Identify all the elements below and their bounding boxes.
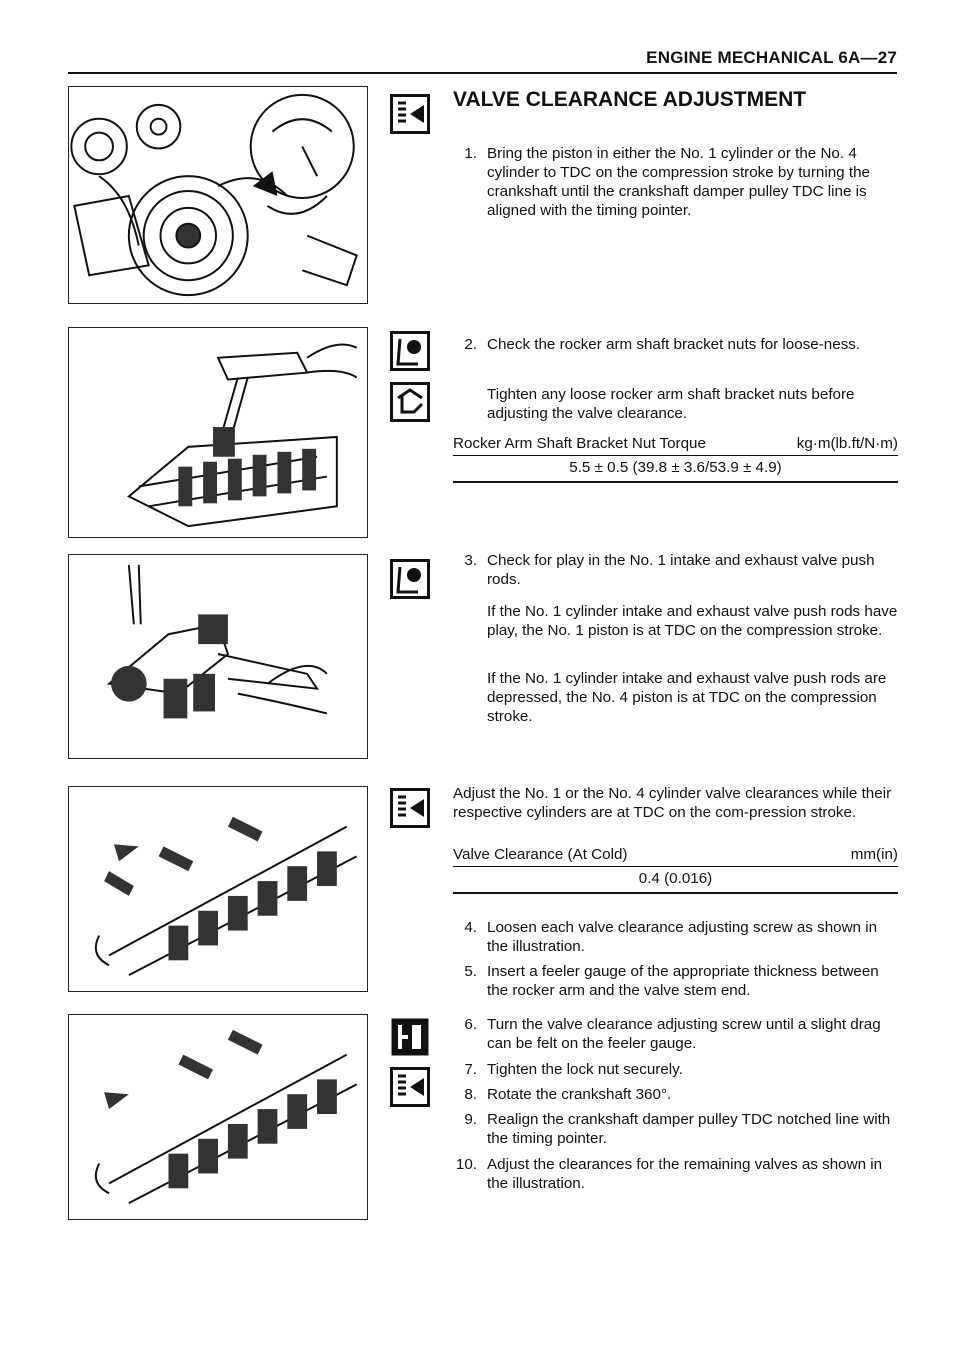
loosen-icon — [390, 1017, 430, 1057]
step-text: Rotate the crankshaft 360°. — [487, 1086, 672, 1103]
step-text: Realign the crankshaft damper pulley TDC notched line with the timing pointer. — [487, 1111, 891, 1147]
step-3-note-2: If the No. 1 cylinder intake and exhaust valve push rods are depressed, the No. 4 piston is at TDC on the compression stroke. — [487, 670, 887, 725]
clearance-spec-unit: mm(in) — [850, 846, 898, 863]
figure-valve-clearance-no4 — [68, 1014, 368, 1220]
step-number: 7. — [464, 1061, 477, 1078]
step-text: Adjust the clearances for the remaining valves as shown in the illustration. — [487, 1156, 883, 1192]
step-3-note-1: If the No. 1 cylinder intake and exhaust valve push rods have play, the No. 1 piston is at TDC on the compression stroke. — [487, 603, 898, 639]
step-number: 5. — [464, 963, 477, 980]
page-header: ENGINE MECHANICAL 6A—27 — [646, 48, 897, 67]
torque-spec-value: 5.5 ± 0.5 (39.8 ± 3.6/53.9 ± 4.9) — [453, 459, 898, 483]
step-1 — [453, 144, 898, 220]
step-text: Check the rocker arm shaft bracket nuts for loose-ness. — [487, 336, 861, 353]
rocker-arm-torque-illustration — [69, 328, 367, 537]
section-title: VALVE CLEARANCE ADJUSTMENT — [453, 88, 807, 111]
clearance-spec-row — [453, 846, 898, 867]
step-number: 6. — [464, 1016, 477, 1033]
step-5 — [453, 962, 898, 1000]
figure-push-rod-check — [68, 554, 368, 759]
adjust-icon — [390, 788, 430, 828]
step-text: Tighten the lock nut securely. — [487, 1061, 683, 1078]
crankshaft-pulley-illustration — [69, 87, 367, 303]
step-9 — [453, 1110, 898, 1148]
torque-spec-row — [453, 435, 898, 456]
clearance-spec-label: Valve Clearance (At Cold) — [453, 846, 628, 863]
step-number: 2. — [464, 336, 477, 353]
header-rule — [68, 72, 897, 74]
valve-clearance-no4-illustration — [69, 1015, 367, 1219]
step-number: 8. — [464, 1086, 477, 1103]
step-text: Insert a feeler gauge of the appropriate thickness between the rocker arm and the valve stem end. — [487, 963, 879, 999]
push-rod-check-illustration — [69, 555, 367, 758]
adjust-paragraph: Adjust the No. 1 or the No. 4 cylinder valve clearances while their respective cylinders are at TDC on the com-pression stroke. — [453, 785, 892, 821]
inspect-icon — [390, 559, 430, 599]
step-3 — [453, 551, 898, 589]
step-2 — [453, 335, 898, 354]
step-number: 1. — [464, 145, 477, 162]
step-text: Check for play in the No. 1 intake and exhaust valve push rods. — [487, 552, 875, 588]
figure-valve-clearance-no1 — [68, 786, 368, 992]
figure-crankshaft-pulley — [68, 86, 368, 304]
adjust-icon — [390, 94, 430, 134]
adjust-icon — [390, 1067, 430, 1107]
inspect-icon — [390, 331, 430, 371]
step-text: Bring the piston in either the No. 1 cylinder or the No. 4 cylinder to TDC on the compression stroke by turning the crankshaft until the crankshaft damper pulley TDC line is aligned with the timing pointer. — [487, 145, 870, 219]
step-number: 9. — [464, 1111, 477, 1128]
tighten-icon — [390, 382, 430, 422]
step-6 — [453, 1015, 898, 1053]
step-text: Turn the valve clearance adjusting screw until a slight drag can be felt on the feeler gauge. — [487, 1016, 881, 1052]
step-4 — [453, 918, 898, 956]
step-number: 10. — [455, 1156, 477, 1173]
step-7 — [453, 1060, 898, 1079]
step-8 — [453, 1085, 898, 1104]
step-number: 4. — [464, 919, 477, 936]
step-10 — [453, 1155, 898, 1193]
valve-clearance-no1-illustration — [69, 787, 367, 991]
step-number: 3. — [464, 552, 477, 569]
torque-spec-label: Rocker Arm Shaft Bracket Nut Torque — [453, 435, 706, 452]
torque-spec-unit: kg·m(lb.ft/N·m) — [796, 435, 898, 452]
step-text: Loosen each valve clearance adjusting screw as shown in the illustration. — [487, 919, 878, 955]
figure-rocker-arm-torque — [68, 327, 368, 538]
clearance-spec-value: 0.4 (0.016) — [453, 870, 898, 894]
step-2-note: Tighten any loose rocker arm shaft bracket nuts before adjusting the valve clearance. — [487, 386, 855, 422]
